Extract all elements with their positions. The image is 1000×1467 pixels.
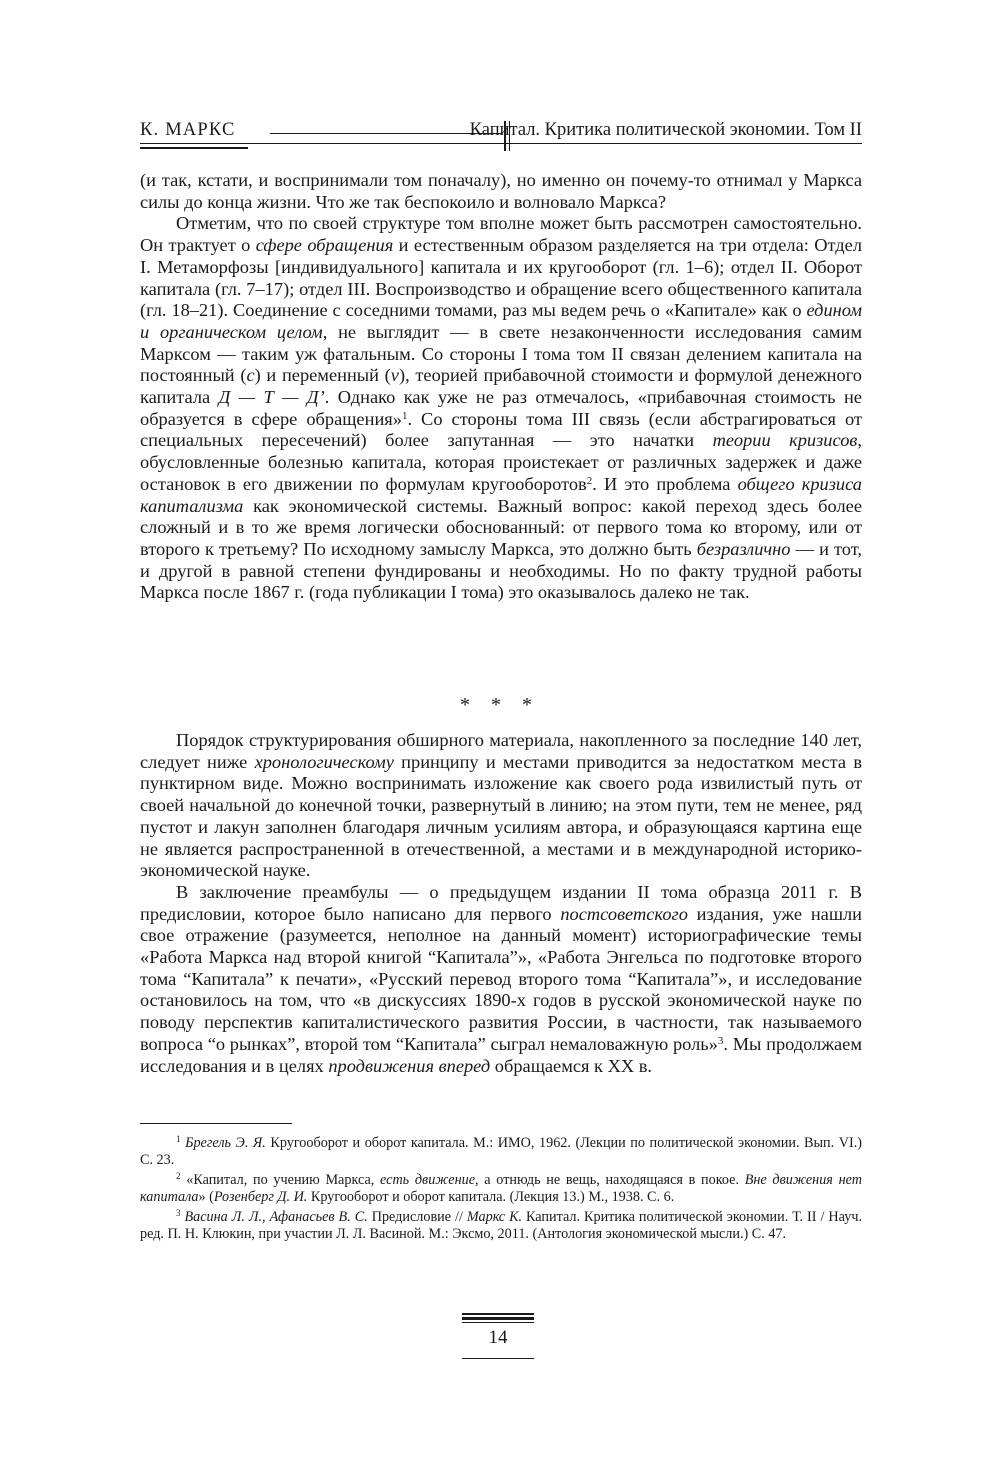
- footnote-2: [140, 1172, 862, 1206]
- footnote-number: 1: [176, 1134, 181, 1144]
- text-run: . Со стороны тома III связь (если абстрагироваться от специальных пересечений) более запутанная — это начатки: [140, 408, 862, 451]
- italic-term: теории кризисов: [712, 430, 858, 451]
- text-run: принципу и местами приводится за недостатком места в пунктирном виде. Можно воспринимать изложение как своего рода извилистый путь от своей начальной до конечной точки, развернутый в линию; на этом пути, тем не менее, ряд пустот и лакун заполнен благодаря личным усилиям автора, и образующаяся картина еще не является распространенной в отечественной, а местами и в международной историко-экономической науке.: [140, 751, 862, 881]
- footnote-3: [140, 1209, 862, 1243]
- section-separator: * * *: [460, 694, 540, 716]
- italic-symbol: c: [246, 365, 255, 386]
- footnote-text: Капитал. Критика политической экономии. Т. II / Науч. ред. П. Н. Клюкин, при участии Л. Л. Васиной. М.: Эксмо, 2011. (Антология экономической мысли.) С. 47.: [140, 1209, 862, 1242]
- text-run: , обусловленные болезнью капитала, которая проистекает от различных задержек и даже остановок в его движении по формулам кругооборотов: [140, 430, 862, 494]
- header-author: К. МАРКС: [140, 120, 236, 140]
- header-rule-accent: [140, 147, 248, 149]
- italic-term: общего кризиса капитализма: [140, 473, 863, 516]
- paragraph-order: [140, 730, 862, 882]
- text-run: обращаемся к XX в.: [490, 1055, 653, 1076]
- text-run: . Однако как уже не раз отмечалось, «прибавочная стоимость не образуется в сфере обращения»: [140, 387, 862, 429]
- text-run: , не выглядит — в свете незаконченности исследования самим Марксом — таким уж фатальным. Со стороны I тома том II связан делением капитала на постоянный (: [140, 321, 863, 386]
- header-title: Капитал. Критика политической экономии. Том II: [469, 120, 862, 140]
- footnote-text: Кругооборот и оборот капитала. (Лекция 13.) М., 1938. С. 6.: [307, 1189, 675, 1205]
- italic-term: продвижения вперед: [328, 1055, 491, 1076]
- text-run: . И это проблема: [592, 473, 738, 494]
- italic-symbol: v: [390, 365, 399, 386]
- header-rule: [140, 143, 862, 144]
- text-run: — и тот, и другой в равной степени фундированы и необходимы. Но по факту трудной работы Маркса после 1867 г. (года публикации I тома) это оказывалось далеко не так.: [140, 538, 862, 603]
- footnote-author: Васина Л. Л., Афанасьев В. С.: [184, 1209, 368, 1225]
- paragraph-continuation: (и так, кстати, и воспринимали том поначалу), но именно он почему-то отнимал у Маркса силы до конца жизни. Что же так беспокоило и волновало Маркса?: [140, 170, 862, 212]
- footnote-text: » (: [198, 1189, 214, 1205]
- italic-term: постсоветского: [560, 903, 688, 924]
- text-run: ) и переменный (: [254, 365, 391, 386]
- italic-term: хронологическому: [254, 751, 394, 772]
- italic-term: сфере обращения: [255, 235, 394, 256]
- text-run: издания, уже нашли свое отражение (разумеется, неполное на данный момент) историографические темы «Работа Маркса над второй книгой “Капитала”», «Работа Энгельса по подготовке второго тома “Капитала” к печати», «Русский перевод второго тома “Капитала”», и исследование остановилось на том, что «в дискуссиях 1890-х годов в русской экономической науке по поводу перспектив капиталистического развития России, в частности, так называемого вопроса “о рынках”, второй том “Капитала” сыграл немаловажную роль»: [140, 903, 863, 1054]
- footnote-1: [140, 1135, 862, 1169]
- text-run: как экономической системы. Важный вопрос: какой переход здесь более сложный и в то же время логически обоснованный: от первого тома ко второму, или от второго к третьему? По исходному замыслу Маркса, это должно быть: [140, 495, 862, 559]
- text-run: В заключение преамбулы — о предыдущем издании II тома образца 2011 г. В предисловии, которое было написано для первого: [140, 881, 862, 924]
- footnote-italic: Вне движения нет капитала: [140, 1172, 863, 1205]
- text-run: Отметим, что по своей структуре том вполне может быть рассмотрен самостоятельно. Он трактует о: [140, 213, 862, 256]
- running-header: [140, 112, 862, 152]
- page-number-rule: [462, 1313, 534, 1315]
- paragraph-conclusion: [140, 882, 862, 1077]
- footnote-italic: есть движение: [380, 1172, 476, 1188]
- footnote-text: Кругооборот и оборот капитала. М.: ИМО, 1962. (Лекции по политической экономии. Вып. VI.) С. 23.: [140, 1135, 862, 1168]
- text-run: . Мы продолжаем исследования и в целях: [140, 1033, 862, 1076]
- footnote-ref[interactable]: 1: [401, 409, 408, 422]
- footnote-author: Брегель Э. Я.: [185, 1135, 266, 1151]
- footnote-text: Предисловие //: [367, 1209, 467, 1225]
- footnote-text: , а отнюдь не вещь, находящаяся в покое.: [475, 1172, 745, 1188]
- footnote-text: «Капитал, по учению Маркса,: [186, 1172, 381, 1188]
- footnote-author: Розенберг Д. И.: [213, 1189, 308, 1205]
- italic-term: безразлично: [696, 538, 791, 559]
- header-ornament-line: [270, 133, 502, 134]
- footnote-author: Маркс К.: [466, 1209, 523, 1225]
- italic-term: едином и органическом целом: [140, 300, 862, 342]
- text-run: ), теорией прибавочной стоимости и формулой денежного капитала: [140, 365, 862, 408]
- body-text-block-1: [140, 170, 862, 604]
- page-number-box: [462, 1313, 534, 1359]
- footnote-divider: [140, 1123, 292, 1124]
- footnote-ref[interactable]: 3: [717, 1034, 724, 1047]
- body-text-block-2: [140, 730, 862, 1077]
- text-run: Порядок структурирования обширного материала, накопленного за последние 140 лет, следует ниже: [140, 730, 862, 772]
- page-number-rule: [462, 1322, 534, 1323]
- footnote-number: 3: [176, 1208, 181, 1218]
- footnotes: [140, 1135, 862, 1246]
- text-run: и естественным образом разделяется на три отдела: Отдел I. Метаморфозы [индивидуального] капитала и их кругооборот (гл. 1–6); отдел II. Оборот капитала (гл. 7–17); отдел III. Воспроизводство и обращение всего общественного капитала (гл. 18–21). Соединение с соседними томами, раз мы ведем речь о «Капитале» как о: [140, 235, 863, 321]
- footnote-ref[interactable]: 2: [586, 474, 593, 487]
- page-number-rule: [462, 1317, 534, 1320]
- page-number: 14: [488, 1327, 508, 1348]
- paragraph-structure: [140, 213, 862, 604]
- page-number-rule: [462, 1358, 534, 1359]
- footnote-number: 2: [176, 1171, 181, 1181]
- italic-formula: Д — Т — Д’: [218, 387, 325, 408]
